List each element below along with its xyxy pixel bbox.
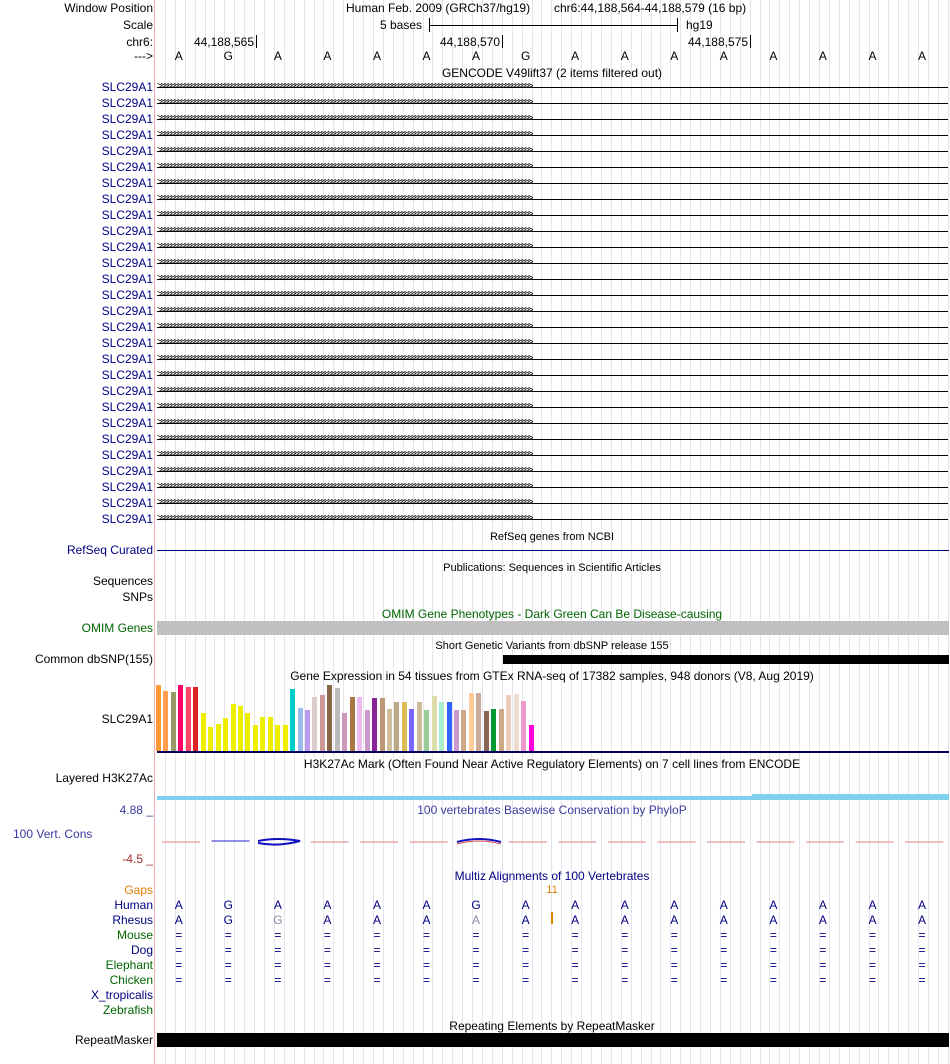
ruler-tick-mark bbox=[502, 35, 503, 48]
refseq-label[interactable]: RefSeq Curated bbox=[66, 543, 153, 557]
gencode-title[interactable]: GENCODE V49lift37 (2 items filtered out) bbox=[441, 66, 663, 80]
multiz-base: = bbox=[224, 943, 232, 957]
scale-bar bbox=[429, 18, 678, 32]
multiz-base: A bbox=[670, 898, 679, 912]
gtex-tissue-bar[interactable] bbox=[402, 702, 407, 751]
gencode-item-label[interactable]: SLC29A1 bbox=[101, 208, 153, 222]
gtex-tissue-bar[interactable] bbox=[387, 709, 392, 751]
cons-signal[interactable] bbox=[157, 835, 949, 850]
gencode-item-label[interactable]: SLC29A1 bbox=[101, 128, 153, 142]
multiz-base: = bbox=[472, 958, 480, 972]
multiz-base: = bbox=[720, 973, 728, 987]
repeatmasker-label[interactable]: RepeatMasker bbox=[74, 1033, 153, 1047]
gencode-strand-arrows: >>>>>>>>>>>>>>>>>>>>>>>>>>>>>>>>>>>>>>>>>>>>>>>>>>>>>>>>>>>>>>>>>>>>>>>>>>>>>>>>>>>>>>>>>>>>>>>>>>>>>>>>>>>>>>>> bbox=[157, 369, 532, 380]
dbsnp-variant-bar[interactable] bbox=[503, 655, 949, 664]
gtex-tissue-bar[interactable] bbox=[529, 725, 534, 751]
multiz-base: A bbox=[769, 913, 778, 927]
gencode-item-label[interactable]: SLC29A1 bbox=[101, 272, 153, 286]
multiz-base: = bbox=[423, 943, 431, 957]
multiz-base: = bbox=[571, 943, 579, 957]
base-letter: A bbox=[571, 49, 580, 63]
gencode-item-label[interactable]: SLC29A1 bbox=[101, 80, 153, 94]
gencode-strand-arrows: >>>>>>>>>>>>>>>>>>>>>>>>>>>>>>>>>>>>>>>>>>>>>>>>>>>>>>>>>>>>>>>>>>>>>>>>>>>>>>>>>>>>>>>>>>>>>>>>>>>>>>>>>>>>>>>> bbox=[157, 449, 532, 460]
gencode-strand-arrows: >>>>>>>>>>>>>>>>>>>>>>>>>>>>>>>>>>>>>>>>>>>>>>>>>>>>>>>>>>>>>>>>>>>>>>>>>>>>>>>>>>>>>>>>>>>>>>>>>>>>>>>>>>>>>>>> bbox=[157, 97, 532, 108]
gtex-tissue-bar[interactable] bbox=[283, 725, 288, 751]
gtex-tissue-bar[interactable] bbox=[268, 717, 273, 751]
base-letter: A bbox=[323, 49, 332, 63]
cons-max: 4.88 _ bbox=[119, 803, 153, 817]
gencode-item-label[interactable]: SLC29A1 bbox=[101, 464, 153, 478]
dbsnp-label[interactable]: Common dbSNP(155) bbox=[34, 652, 153, 666]
gencode-strand-arrows: >>>>>>>>>>>>>>>>>>>>>>>>>>>>>>>>>>>>>>>>>>>>>>>>>>>>>>>>>>>>>>>>>>>>>>>>>>>>>>>>>>>>>>>>>>>>>>>>>>>>>>>>>>>>>>>> bbox=[157, 257, 532, 268]
gencode-strand-arrows: >>>>>>>>>>>>>>>>>>>>>>>>>>>>>>>>>>>>>>>>>>>>>>>>>>>>>>>>>>>>>>>>>>>>>>>>>>>>>>>>>>>>>>>>>>>>>>>>>>>>>>>>>>>>>>>> bbox=[157, 145, 532, 156]
gtex-tissue-bar[interactable] bbox=[454, 710, 459, 751]
multiz-base: = bbox=[175, 958, 183, 972]
gtex-tissue-bar[interactable] bbox=[461, 710, 466, 751]
gencode-strand-arrows: >>>>>>>>>>>>>>>>>>>>>>>>>>>>>>>>>>>>>>>>>>>>>>>>>>>>>>>>>>>>>>>>>>>>>>>>>>>>>>>>>>>>>>>>>>>>>>>>>>>>>>>>>>>>>>>> bbox=[157, 481, 532, 492]
base-letter: A bbox=[422, 49, 431, 63]
cons-label[interactable]: 100 Vert. Cons bbox=[13, 827, 93, 841]
multiz-base: = bbox=[819, 928, 827, 942]
multiz-base: = bbox=[670, 973, 678, 987]
base-letter: A bbox=[918, 49, 927, 63]
h3k27ac-title[interactable]: H3K27Ac Mark (Often Found Near Active Regulatory Elements) on 7 cell lines from ENCODE bbox=[303, 757, 801, 771]
multiz-species-label[interactable]: Human bbox=[114, 898, 153, 912]
multiz-base: = bbox=[522, 943, 530, 957]
ruler-tick-label: 44,188,570 bbox=[439, 35, 500, 49]
multiz-base: A bbox=[818, 898, 827, 912]
snps-label[interactable]: SNPs bbox=[122, 590, 153, 604]
gtex-tissue-bar[interactable] bbox=[432, 696, 437, 751]
gtex-tissue-bar[interactable] bbox=[506, 695, 511, 751]
multiz-base: = bbox=[670, 928, 678, 942]
multiz-base: = bbox=[472, 928, 480, 942]
multiz-base: = bbox=[224, 958, 232, 972]
gencode-item-label[interactable]: SLC29A1 bbox=[101, 160, 153, 174]
gencode-item-label[interactable]: SLC29A1 bbox=[101, 224, 153, 238]
gencode-item-label[interactable]: SLC29A1 bbox=[101, 144, 153, 158]
gap-marker bbox=[551, 912, 553, 924]
gtex-tissue-bar[interactable] bbox=[350, 697, 355, 751]
multiz-base: = bbox=[571, 928, 579, 942]
gencode-item-label[interactable]: SLC29A1 bbox=[101, 256, 153, 270]
gtex-tissue-bar[interactable] bbox=[178, 685, 183, 751]
multiz-base: = bbox=[918, 973, 926, 987]
gtex-tissue-bar[interactable] bbox=[327, 685, 332, 751]
ruler-tick-label: 44,188,575 bbox=[687, 35, 748, 49]
multiz-base: A bbox=[571, 913, 580, 927]
base-letter: G bbox=[520, 49, 531, 63]
h3k27ac-signal-high[interactable] bbox=[752, 794, 949, 800]
h3k27ac-label[interactable]: Layered H3K27Ac bbox=[55, 771, 153, 785]
strand-label: ---> bbox=[134, 49, 153, 63]
gencode-strand-arrows: >>>>>>>>>>>>>>>>>>>>>>>>>>>>>>>>>>>>>>>>>>>>>>>>>>>>>>>>>>>>>>>>>>>>>>>>>>>>>>>>>>>>>>>>>>>>>>>>>>>>>>>>>>>>>>>> bbox=[157, 305, 532, 316]
multiz-base: A bbox=[818, 913, 827, 927]
multiz-base: = bbox=[274, 973, 282, 987]
multiz-base: = bbox=[373, 928, 381, 942]
multiz-base: A bbox=[323, 913, 332, 927]
multiz-base: = bbox=[224, 973, 232, 987]
refseq-line[interactable] bbox=[157, 550, 949, 551]
multiz-base: = bbox=[323, 943, 331, 957]
gtex-tissue-bar[interactable] bbox=[409, 709, 414, 751]
multiz-base: A bbox=[719, 898, 728, 912]
gencode-item-label[interactable]: SLC29A1 bbox=[101, 112, 153, 126]
multiz-base: = bbox=[373, 958, 381, 972]
multiz-base: = bbox=[571, 973, 579, 987]
gtex-tissue-bar[interactable] bbox=[156, 685, 161, 751]
gencode-strand-arrows: >>>>>>>>>>>>>>>>>>>>>>>>>>>>>>>>>>>>>>>>>>>>>>>>>>>>>>>>>>>>>>>>>>>>>>>>>>>>>>>>>>>>>>>>>>>>>>>>>>>>>>>>>>>>>>>> bbox=[157, 129, 532, 140]
multiz-base: G bbox=[273, 913, 283, 927]
gencode-strand-arrows: >>>>>>>>>>>>>>>>>>>>>>>>>>>>>>>>>>>>>>>>>>>>>>>>>>>>>>>>>>>>>>>>>>>>>>>>>>>>>>>>>>>>>>>>>>>>>>>>>>>>>>>>>>>>>>>> bbox=[157, 465, 532, 476]
gtex-tissue-bar[interactable] bbox=[320, 695, 325, 751]
gtex-tissue-bar[interactable] bbox=[312, 697, 317, 751]
gtex-tissue-bar[interactable] bbox=[216, 724, 221, 751]
gtex-tissue-bar[interactable] bbox=[417, 702, 422, 751]
multiz-base: = bbox=[868, 928, 876, 942]
multiz-base: = bbox=[274, 958, 282, 972]
multiz-base: G bbox=[471, 898, 481, 912]
gtex-tissue-bar[interactable] bbox=[357, 697, 362, 751]
dbsnp-title[interactable]: Short Genetic Variants from dbSNP release 155 bbox=[435, 640, 669, 652]
gtex-tissue-bar[interactable] bbox=[193, 687, 198, 751]
gtex-tissue-bar[interactable] bbox=[499, 709, 504, 751]
multiz-base: = bbox=[571, 958, 579, 972]
gtex-tissue-bar[interactable] bbox=[424, 710, 429, 751]
multiz-base: A bbox=[868, 898, 877, 912]
base-letter: A bbox=[174, 49, 183, 63]
base-letter: A bbox=[273, 49, 282, 63]
sequences-label[interactable]: Sequences bbox=[92, 574, 153, 588]
multiz-base: A bbox=[174, 913, 183, 927]
gencode-strand-arrows: >>>>>>>>>>>>>>>>>>>>>>>>>>>>>>>>>>>>>>>>>>>>>>>>>>>>>>>>>>>>>>>>>>>>>>>>>>>>>>>>>>>>>>>>>>>>>>>>>>>>>>>>>>>>>>>> bbox=[157, 337, 532, 348]
multiz-base: = bbox=[423, 958, 431, 972]
gtex-tissue-bar[interactable] bbox=[335, 688, 340, 751]
repeatmasker-title[interactable]: Repeating Elements by RepeatMasker bbox=[449, 1019, 655, 1033]
assembly-name: Human Feb. 2009 (GRCh37/hg19) bbox=[346, 1, 531, 15]
multiz-base: = bbox=[819, 943, 827, 957]
multiz-base: A bbox=[372, 898, 381, 912]
gtex-tissue-bar[interactable] bbox=[238, 706, 243, 751]
omim-label[interactable]: OMIM Genes bbox=[81, 621, 153, 635]
gencode-item-label[interactable]: SLC29A1 bbox=[101, 384, 153, 398]
gtex-tissue-bar[interactable] bbox=[342, 713, 347, 751]
multiz-base: = bbox=[918, 943, 926, 957]
multiz-base: = bbox=[472, 943, 480, 957]
gtex-tissue-bar[interactable] bbox=[201, 713, 206, 751]
multiz-base: = bbox=[621, 973, 629, 987]
scale-text: 5 bases bbox=[380, 18, 423, 32]
gtex-tissue-bar[interactable] bbox=[380, 698, 385, 751]
multiz-base: = bbox=[918, 958, 926, 972]
multiz-species-label[interactable]: Chicken bbox=[109, 973, 153, 987]
multiz-species-label[interactable]: Mouse bbox=[116, 928, 153, 942]
gtex-label[interactable]: SLC29A1 bbox=[101, 712, 153, 726]
gencode-strand-arrows: >>>>>>>>>>>>>>>>>>>>>>>>>>>>>>>>>>>>>>>>>>>>>>>>>>>>>>>>>>>>>>>>>>>>>>>>>>>>>>>>>>>>>>>>>>>>>>>>>>>>>>>>>>>>>>>> bbox=[157, 385, 532, 396]
chrom-label: chr6: bbox=[126, 35, 153, 49]
gencode-item-label[interactable]: SLC29A1 bbox=[101, 176, 153, 190]
multiz-base: = bbox=[175, 973, 183, 987]
base-letter: A bbox=[868, 49, 877, 63]
gtex-tissue-bar[interactable] bbox=[231, 704, 236, 751]
multiz-base: A bbox=[868, 913, 877, 927]
gtex-tissue-bar[interactable] bbox=[208, 727, 213, 751]
multiz-base: A bbox=[422, 898, 431, 912]
multiz-base: A bbox=[422, 913, 431, 927]
multiz-base: = bbox=[621, 958, 629, 972]
multiz-base: = bbox=[175, 928, 183, 942]
gtex-tissue-bar[interactable] bbox=[253, 725, 258, 751]
gencode-strand-arrows: >>>>>>>>>>>>>>>>>>>>>>>>>>>>>>>>>>>>>>>>>>>>>>>>>>>>>>>>>>>>>>>>>>>>>>>>>>>>>>>>>>>>>>>>>>>>>>>>>>>>>>>>>>>>>>>> bbox=[157, 193, 532, 204]
multiz-base: = bbox=[769, 958, 777, 972]
multiz-base: = bbox=[720, 928, 728, 942]
gtex-tissue-bar[interactable] bbox=[394, 702, 399, 751]
gencode-item-label[interactable]: SLC29A1 bbox=[101, 496, 153, 510]
gencode-item-label[interactable]: SLC29A1 bbox=[101, 304, 153, 318]
gtex-tissue-bar[interactable] bbox=[439, 702, 444, 751]
gtex-baseline bbox=[157, 751, 949, 753]
multiz-base: = bbox=[621, 928, 629, 942]
gencode-strand-arrows: >>>>>>>>>>>>>>>>>>>>>>>>>>>>>>>>>>>>>>>>>>>>>>>>>>>>>>>>>>>>>>>>>>>>>>>>>>>>>>>>>>>>>>>>>>>>>>>>>>>>>>>>>>>>>>>> bbox=[157, 433, 532, 444]
multiz-base: = bbox=[323, 958, 331, 972]
multiz-base: = bbox=[373, 943, 381, 957]
gencode-strand-arrows: >>>>>>>>>>>>>>>>>>>>>>>>>>>>>>>>>>>>>>>>>>>>>>>>>>>>>>>>>>>>>>>>>>>>>>>>>>>>>>>>>>>>>>>>>>>>>>>>>>>>>>>>>>>>>>>> bbox=[157, 273, 532, 284]
scale-db: hg19 bbox=[686, 18, 713, 32]
multiz-base: A bbox=[323, 898, 332, 912]
multiz-base: A bbox=[372, 913, 381, 927]
multiz-base: = bbox=[918, 928, 926, 942]
multiz-base: = bbox=[868, 943, 876, 957]
multiz-base: = bbox=[769, 973, 777, 987]
gencode-item-label[interactable]: SLC29A1 bbox=[101, 400, 153, 414]
multiz-base: A bbox=[571, 898, 580, 912]
multiz-base: = bbox=[522, 928, 530, 942]
gtex-tissue-bar[interactable] bbox=[186, 687, 191, 751]
multiz-base: = bbox=[670, 958, 678, 972]
multiz-base: = bbox=[769, 943, 777, 957]
multiz-base: A bbox=[918, 898, 927, 912]
multiz-base: = bbox=[670, 943, 678, 957]
multiz-species-label[interactable]: Zebrafish bbox=[102, 1003, 153, 1017]
gtex-tissue-bar[interactable] bbox=[245, 713, 250, 751]
multiz-base: G bbox=[223, 913, 233, 927]
multiz-base: A bbox=[472, 913, 481, 927]
gap-count[interactable]: 11 bbox=[546, 884, 558, 896]
multiz-base: = bbox=[819, 973, 827, 987]
gtex-tissue-bar[interactable] bbox=[163, 691, 168, 751]
multiz-species-label[interactable]: X_tropicalis bbox=[90, 988, 153, 1002]
multiz-base: G bbox=[223, 898, 233, 912]
multiz-base: = bbox=[224, 928, 232, 942]
gtex-tissue-bar[interactable] bbox=[521, 701, 526, 751]
multiz-base: = bbox=[472, 973, 480, 987]
gtex-tissue-bar[interactable] bbox=[484, 711, 489, 751]
multiz-base: A bbox=[918, 913, 927, 927]
gencode-item-label[interactable]: SLC29A1 bbox=[101, 480, 153, 494]
multiz-base: A bbox=[174, 898, 183, 912]
gencode-item-label[interactable]: SLC29A1 bbox=[101, 320, 153, 334]
base-letter: A bbox=[620, 49, 629, 63]
multiz-base: = bbox=[323, 928, 331, 942]
gencode-strand-arrows: >>>>>>>>>>>>>>>>>>>>>>>>>>>>>>>>>>>>>>>>>>>>>>>>>>>>>>>>>>>>>>>>>>>>>>>>>>>>>>>>>>>>>>>>>>>>>>>>>>>>>>>>>>>>>>>> bbox=[157, 81, 532, 92]
ruler-tick-mark bbox=[256, 35, 257, 48]
multiz-base: = bbox=[323, 973, 331, 987]
gtex-tissue-bar[interactable] bbox=[260, 717, 265, 751]
gencode-item-label[interactable]: SLC29A1 bbox=[101, 192, 153, 206]
gencode-item-label[interactable]: SLC29A1 bbox=[101, 288, 153, 302]
multiz-species-label[interactable]: Elephant bbox=[105, 958, 153, 972]
multiz-base: = bbox=[274, 943, 282, 957]
base-letter: A bbox=[372, 49, 381, 63]
multiz-base: A bbox=[521, 898, 530, 912]
gtex-tissue-bar[interactable] bbox=[372, 698, 377, 751]
gtex-tissue-bar[interactable] bbox=[171, 692, 176, 751]
multiz-base: A bbox=[521, 913, 530, 927]
gtex-tissue-bar[interactable] bbox=[491, 709, 496, 751]
multiz-base: = bbox=[274, 928, 282, 942]
multiz-base: A bbox=[719, 913, 728, 927]
gtex-tissue-bar[interactable] bbox=[514, 694, 519, 751]
gencode-strand-arrows: >>>>>>>>>>>>>>>>>>>>>>>>>>>>>>>>>>>>>>>>>>>>>>>>>>>>>>>>>>>>>>>>>>>>>>>>>>>>>>>>>>>>>>>>>>>>>>>>>>>>>>>>>>>>>>>> bbox=[157, 161, 532, 172]
multiz-base: A bbox=[620, 898, 629, 912]
refseq-title[interactable]: RefSeq genes from NCBI bbox=[489, 531, 615, 543]
gencode-strand-arrows: >>>>>>>>>>>>>>>>>>>>>>>>>>>>>>>>>>>>>>>>>>>>>>>>>>>>>>>>>>>>>>>>>>>>>>>>>>>>>>>>>>>>>>>>>>>>>>>>>>>>>>>>>>>>>>>> bbox=[157, 497, 532, 508]
multiz-base: = bbox=[423, 973, 431, 987]
gencode-item-label[interactable]: SLC29A1 bbox=[101, 96, 153, 110]
gencode-strand-arrows: >>>>>>>>>>>>>>>>>>>>>>>>>>>>>>>>>>>>>>>>>>>>>>>>>>>>>>>>>>>>>>>>>>>>>>>>>>>>>>>>>>>>>>>>>>>>>>>>>>>>>>>>>>>>>>>> bbox=[157, 353, 532, 364]
gtex-tissue-bar[interactable] bbox=[223, 718, 228, 751]
gencode-item-label[interactable]: SLC29A1 bbox=[101, 352, 153, 366]
multiz-base: = bbox=[373, 973, 381, 987]
gaps-label[interactable]: Gaps bbox=[124, 883, 153, 897]
ruler-tick-label: 44,188,565 bbox=[193, 35, 254, 49]
multiz-base: A bbox=[769, 898, 778, 912]
gencode-strand-arrows: >>>>>>>>>>>>>>>>>>>>>>>>>>>>>>>>>>>>>>>>>>>>>>>>>>>>>>>>>>>>>>>>>>>>>>>>>>>>>>>>>>>>>>>>>>>>>>>>>>>>>>>>>>>>>>>> bbox=[157, 225, 532, 236]
gencode-strand-arrows: >>>>>>>>>>>>>>>>>>>>>>>>>>>>>>>>>>>>>>>>>>>>>>>>>>>>>>>>>>>>>>>>>>>>>>>>>>>>>>>>>>>>>>>>>>>>>>>>>>>>>>>>>>>>>>>> bbox=[157, 513, 532, 524]
gencode-strand-arrows: >>>>>>>>>>>>>>>>>>>>>>>>>>>>>>>>>>>>>>>>>>>>>>>>>>>>>>>>>>>>>>>>>>>>>>>>>>>>>>>>>>>>>>>>>>>>>>>>>>>>>>>>>>>>>>>> bbox=[157, 401, 532, 412]
gencode-item-label[interactable]: SLC29A1 bbox=[101, 432, 153, 446]
gtex-tissue-bar[interactable] bbox=[298, 708, 303, 751]
multiz-base: = bbox=[423, 928, 431, 942]
gtex-title[interactable]: Gene Expression in 54 tissues from GTEx RNA-seq of 17382 samples, 948 donors (V8, Aug 2019) bbox=[290, 669, 814, 683]
base-letter: A bbox=[818, 49, 827, 63]
ruler-tick-mark bbox=[750, 35, 751, 48]
gencode-strand-arrows: >>>>>>>>>>>>>>>>>>>>>>>>>>>>>>>>>>>>>>>>>>>>>>>>>>>>>>>>>>>>>>>>>>>>>>>>>>>>>>>>>>>>>>>>>>>>>>>>>>>>>>>>>>>>>>>> bbox=[157, 113, 532, 124]
h3k27ac-signal-low[interactable] bbox=[157, 796, 752, 800]
omim-title[interactable]: OMIM Gene Phenotypes - Dark Green Can Be Disease-causing bbox=[381, 607, 723, 621]
gtex-tissue-bar[interactable] bbox=[305, 710, 310, 751]
cons-title[interactable]: 100 vertebrates Basewise Conservation by PhyloP bbox=[417, 803, 687, 817]
multiz-base: = bbox=[621, 943, 629, 957]
multiz-base: = bbox=[769, 928, 777, 942]
window-position-label: Window Position bbox=[64, 1, 153, 15]
gencode-item-label[interactable]: SLC29A1 bbox=[101, 448, 153, 462]
gtex-tissue-bar[interactable] bbox=[290, 689, 295, 751]
gtex-tissue-bar[interactable] bbox=[469, 693, 474, 751]
gencode-item-label[interactable]: SLC29A1 bbox=[101, 368, 153, 382]
gencode-strand-arrows: >>>>>>>>>>>>>>>>>>>>>>>>>>>>>>>>>>>>>>>>>>>>>>>>>>>>>>>>>>>>>>>>>>>>>>>>>>>>>>>>>>>>>>>>>>>>>>>>>>>>>>>>>>>>>>>> bbox=[157, 289, 532, 300]
cons-min: -4.5 _ bbox=[122, 852, 153, 866]
gencode-strand-arrows: >>>>>>>>>>>>>>>>>>>>>>>>>>>>>>>>>>>>>>>>>>>>>>>>>>>>>>>>>>>>>>>>>>>>>>>>>>>>>>>>>>>>>>>>>>>>>>>>>>>>>>>>>>>>>>>> bbox=[157, 417, 532, 428]
multiz-base: = bbox=[522, 958, 530, 972]
base-letter: A bbox=[472, 49, 481, 63]
scale-label: Scale bbox=[122, 18, 153, 32]
gencode-strand-arrows: >>>>>>>>>>>>>>>>>>>>>>>>>>>>>>>>>>>>>>>>>>>>>>>>>>>>>>>>>>>>>>>>>>>>>>>>>>>>>>>>>>>>>>>>>>>>>>>>>>>>>>>>>>>>>>>> bbox=[157, 241, 532, 252]
gencode-item-label[interactable]: SLC29A1 bbox=[101, 240, 153, 254]
multiz-base: = bbox=[868, 973, 876, 987]
gtex-tissue-bar[interactable] bbox=[275, 725, 280, 751]
multiz-base: A bbox=[670, 913, 679, 927]
gtex-tissue-bar[interactable] bbox=[476, 693, 481, 751]
multiz-base: = bbox=[819, 958, 827, 972]
gencode-item-label[interactable]: SLC29A1 bbox=[101, 416, 153, 430]
gtex-tissue-bar[interactable] bbox=[365, 710, 370, 751]
multiz-base: = bbox=[720, 958, 728, 972]
multiz-title[interactable]: Multiz Alignments of 100 Vertebrates bbox=[454, 869, 650, 883]
omim-bar[interactable] bbox=[157, 621, 949, 635]
gencode-strand-arrows: >>>>>>>>>>>>>>>>>>>>>>>>>>>>>>>>>>>>>>>>>>>>>>>>>>>>>>>>>>>>>>>>>>>>>>>>>>>>>>>>>>>>>>>>>>>>>>>>>>>>>>>>>>>>>>>> bbox=[157, 321, 532, 332]
multiz-base: A bbox=[620, 913, 629, 927]
multiz-species-label[interactable]: Dog bbox=[130, 943, 153, 957]
base-letter: G bbox=[223, 49, 233, 63]
publications-title[interactable]: Publications: Sequences in Scientific Articles bbox=[443, 562, 661, 574]
gtex-tissue-bar[interactable] bbox=[447, 702, 452, 751]
position-readout[interactable]: chr6:44,188,564-44,188,579 (16 bp) bbox=[554, 1, 747, 15]
multiz-base: = bbox=[175, 943, 183, 957]
multiz-base: A bbox=[273, 898, 282, 912]
gencode-item-label[interactable]: SLC29A1 bbox=[101, 336, 153, 350]
base-letter: A bbox=[769, 49, 778, 63]
gencode-strand-arrows: >>>>>>>>>>>>>>>>>>>>>>>>>>>>>>>>>>>>>>>>>>>>>>>>>>>>>>>>>>>>>>>>>>>>>>>>>>>>>>>>>>>>>>>>>>>>>>>>>>>>>>>>>>>>>>>> bbox=[157, 209, 532, 220]
multiz-base: = bbox=[522, 973, 530, 987]
gencode-strand-arrows: >>>>>>>>>>>>>>>>>>>>>>>>>>>>>>>>>>>>>>>>>>>>>>>>>>>>>>>>>>>>>>>>>>>>>>>>>>>>>>>>>>>>>>>>>>>>>>>>>>>>>>>>>>>>>>>> bbox=[157, 177, 532, 188]
repeatmasker-bar[interactable] bbox=[157, 1033, 949, 1047]
base-letter: A bbox=[719, 49, 728, 63]
multiz-base: = bbox=[868, 958, 876, 972]
multiz-species-label[interactable]: Rhesus bbox=[112, 913, 153, 927]
gencode-item-label[interactable]: SLC29A1 bbox=[101, 512, 153, 526]
multiz-base: = bbox=[720, 943, 728, 957]
base-letter: A bbox=[670, 49, 679, 63]
